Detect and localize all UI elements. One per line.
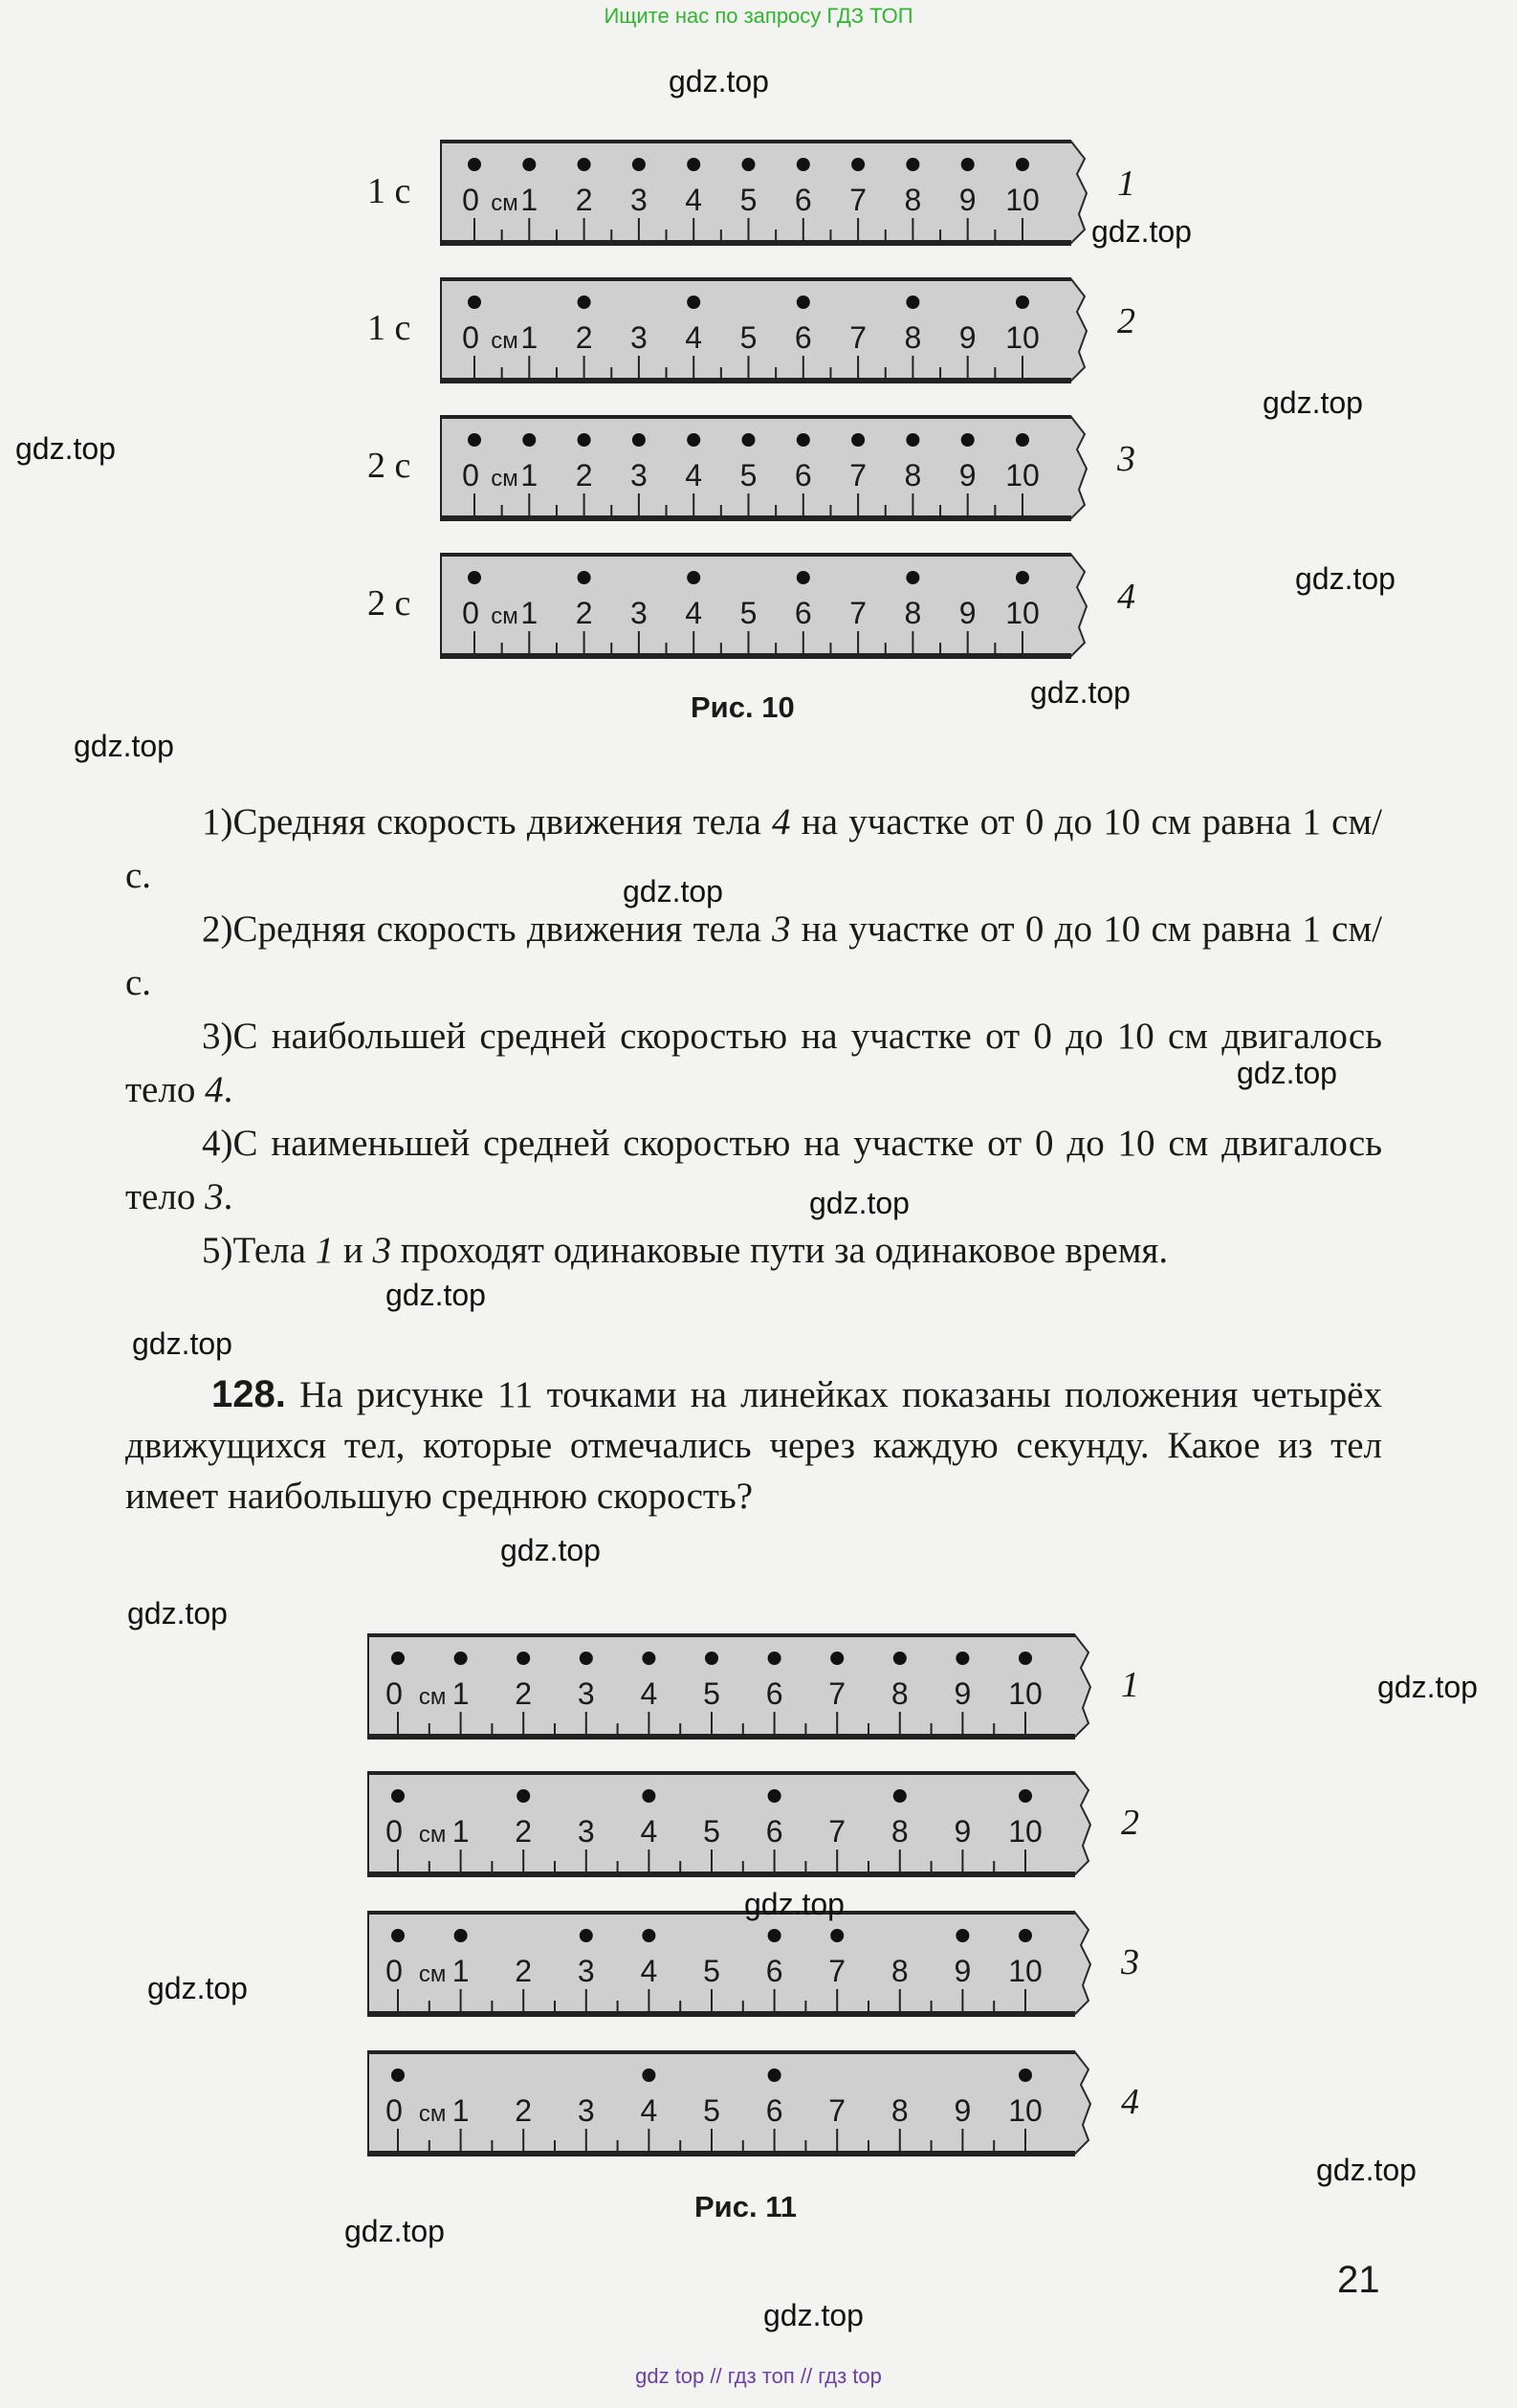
scale-label: 9 [954,1814,972,1849]
unit-label: см [491,603,518,629]
scale-label: 3 [577,2093,595,2128]
position-dot [578,158,591,171]
scale-label: 3 [630,458,648,493]
scale-label: 5 [739,320,758,355]
scale-label: 10 [1008,1814,1043,1849]
watermark: gdz.top [132,1326,232,1361]
scale-label: 6 [794,458,812,493]
position-dot [705,1652,718,1665]
scale-label: 4 [685,458,703,493]
position-dot [797,158,810,171]
scale-label: 10 [1008,1954,1043,1988]
scale-label: 9 [954,1954,972,1988]
scale-label: 4 [640,2093,658,2128]
unit-label: см [418,1684,447,1710]
position-dot [1019,1789,1032,1803]
scale-label: 0 [385,2093,403,2128]
scale-label: 1 [520,320,539,355]
scale-label: 10 [1005,320,1040,355]
scale-label: 7 [828,2093,846,2128]
scale-label: 3 [577,1814,595,1849]
watermark: gdz.top [763,2298,864,2332]
watermark: gdz.top [1091,214,1192,249]
position-dot [1019,1929,1032,1942]
position-dot [1016,296,1029,309]
ruler-number: 2 [1117,301,1135,341]
position-dot [768,1929,781,1942]
scale-label: 9 [954,2093,972,2128]
scale-label: 7 [849,320,867,355]
ruler-number: 1 [1121,1665,1139,1705]
position-dot [687,433,700,447]
position-dot [391,1652,405,1665]
scale-label: 6 [794,596,812,630]
position-dot [454,1652,468,1665]
ruler-1 [440,138,1100,249]
scale-label: 7 [849,596,867,630]
statement-list [125,796,1382,1278]
scale-label: 8 [890,1676,909,1711]
watermark: gdz.top [1377,1670,1478,1704]
watermark: gdz.top [809,1186,910,1220]
scale-label: 0 [385,1954,403,1988]
scale-label: 4 [685,320,703,355]
scale-label: 1 [451,1676,470,1711]
position-dot [851,433,865,447]
scale-label: 5 [703,1814,720,1849]
position-dot [906,296,919,309]
position-dot [768,2069,781,2082]
scale-label: 5 [739,458,758,493]
position-dot [797,296,810,309]
scale-label: 3 [630,320,648,355]
position-dot [830,1929,844,1942]
position-dot [956,1652,969,1665]
position-dot [391,1929,405,1942]
position-dot [1016,571,1029,584]
scale-label: 2 [515,1676,533,1711]
scale-label: 1 [520,596,539,630]
scale-label: 3 [577,1954,595,1988]
watermark: gdz.top [1237,1056,1337,1090]
watermark: gdz.top [744,1887,845,1921]
scale-label: 2 [575,458,593,493]
position-dot [851,158,865,171]
position-dot [893,1652,907,1665]
position-dot [1016,433,1029,447]
scale-label: 3 [577,1676,595,1711]
position-dot [642,1789,655,1803]
ruler-body [367,1773,1090,1874]
watermark: gdz.top [127,1596,228,1631]
scale-label: 9 [958,458,977,493]
position-dot [1019,1652,1032,1665]
position-dot [580,1929,593,1942]
statement: 2)Средняя скорость движения тела 3 на участке от 0 до 10 см равна 1 см/с. [125,908,1383,1003]
scale-label: 4 [640,1814,658,1849]
ruler-4 [367,2048,1104,2159]
position-dot [906,158,919,171]
position-dot [906,433,919,447]
scale-label: 0 [462,183,479,217]
scale-label: 5 [703,1676,720,1711]
time-interval-label: 2 с [367,583,411,624]
position-dot [454,1929,468,1942]
scale-label: 7 [849,458,867,493]
problem-128 [125,1369,1382,1521]
scale-label: 1 [520,458,539,493]
position-dot [632,433,646,447]
scale-label: 6 [794,183,812,217]
watermark: gdz.top [1030,675,1131,710]
time-interval-label: 1 с [367,171,411,211]
scale-label: 10 [1005,183,1040,217]
position-dot [632,158,646,171]
scale-label: 6 [765,2093,783,2128]
scale-label: 8 [904,183,922,217]
unit-label: см [418,1822,447,1848]
position-dot [642,1652,655,1665]
position-dot [517,1789,530,1803]
ruler-3 [367,1909,1104,2020]
page-number: 21 [1337,2259,1380,2301]
position-dot [468,571,481,584]
position-dot [1019,2069,1032,2082]
scale-label: 10 [1005,458,1040,493]
time-interval-label: 2 с [367,446,411,486]
statement: 5)Тела 1 и 3 проходят одинаковые пути за одинаковое время. [202,1230,1169,1271]
site-banner: Ищите нас по запросу ГДЗ ТОП [604,4,913,28]
scale-label: 6 [765,1814,783,1849]
figure-caption: Рис. 10 [691,690,795,724]
scale-label: 8 [890,2093,909,2128]
scale-label: 5 [703,1954,720,1988]
watermark: gdz.top [500,1533,601,1567]
scale-label: 1 [451,1954,470,1988]
ruler-4 [440,551,1100,662]
ruler-body [367,2052,1090,2154]
position-dot [642,2069,655,2082]
scale-label: 7 [849,183,867,217]
site-footer: gdz top // гдз топ // гдз top [635,2364,882,2388]
position-dot [906,571,919,584]
watermark: gdz.top [669,64,769,99]
scale-label: 5 [739,183,758,217]
scale-label: 2 [515,1814,533,1849]
ruler-2 [367,1769,1104,1880]
position-dot [961,433,975,447]
ruler-body [367,1635,1090,1737]
position-dot [768,1652,781,1665]
scale-label: 10 [1008,2093,1043,2128]
position-dot [961,158,975,171]
scale-label: 4 [640,1676,658,1711]
scale-label: 4 [640,1954,658,1988]
scale-label: 2 [515,1954,533,1988]
scale-label: 3 [630,596,648,630]
scale-label: 8 [904,458,922,493]
unit-label: см [491,190,518,216]
scale-label: 6 [765,1954,783,1988]
position-dot [578,433,591,447]
scale-label: 1 [520,183,539,217]
scale-label: 1 [451,2093,470,2128]
scale-label: 2 [575,596,593,630]
ruler-number: 3 [1117,439,1135,479]
figure-caption: Рис. 11 [694,2190,797,2223]
ruler-body [367,1913,1090,2014]
scale-label: 5 [703,2093,720,2128]
position-dot [468,433,481,447]
scale-label: 10 [1005,596,1040,630]
scale-label: 8 [890,1954,909,1988]
scale-label: 9 [958,320,977,355]
position-dot [642,1929,655,1942]
position-dot [517,1652,530,1665]
statement: 4)С наименьшей средней скоростью на участке от 0 до 10 см двигалось тело 3. [125,1123,1382,1217]
position-dot [1016,158,1029,171]
scale-label: 9 [958,183,977,217]
position-dot [522,433,536,447]
watermark: gdz.top [1295,561,1396,596]
position-dot [687,158,700,171]
unit-label: см [418,1961,447,1987]
watermark: gdz.top [15,431,116,466]
unit-label: см [491,328,518,354]
unit-label: см [418,2101,447,2127]
scale-label: 8 [904,320,922,355]
scale-label: 4 [685,183,703,217]
scale-label: 7 [828,1814,846,1849]
ruler-3 [440,413,1100,524]
position-dot [768,1789,781,1803]
ruler-1 [367,1631,1104,1742]
scale-label: 0 [462,596,479,630]
position-dot [797,571,810,584]
statement: 1)Средняя скорость движения тела 4 на участке от 0 до 10 см равна 1 см/с. [125,801,1383,896]
scale-label: 0 [462,320,479,355]
position-dot [522,158,536,171]
scale-label: 2 [515,2093,533,2128]
ruler-number: 3 [1121,1942,1139,1982]
ruler-number: 4 [1121,2082,1139,2122]
scale-label: 6 [794,320,812,355]
position-dot [687,571,700,584]
problem-number: 128. [211,1373,286,1415]
scale-label: 0 [385,1676,403,1711]
scale-label: 6 [765,1676,783,1711]
position-dot [830,1652,844,1665]
watermark: gdz.top [623,874,723,908]
scale-label: 2 [575,320,593,355]
problem-text: На рисунке 11 точками на линейках показаны положения четырёх движущихся тел, которые отмечались через каждую секунду. Какое из тел имеет наибольшую среднюю скорость? [125,1374,1382,1517]
scale-label: 7 [828,1676,846,1711]
watermark: gdz.top [1316,2153,1417,2187]
scale-label: 0 [462,458,479,493]
unit-label: см [491,466,518,492]
position-dot [893,1789,907,1803]
position-dot [687,296,700,309]
watermark: gdz.top [74,729,174,763]
position-dot [578,571,591,584]
scale-label: 9 [954,1676,972,1711]
position-dot [742,158,756,171]
position-dot [956,1929,969,1942]
scale-label: 8 [890,1814,909,1849]
scale-label: 8 [904,596,922,630]
watermark: gdz.top [1263,385,1363,420]
position-dot [468,158,481,171]
position-dot [391,1789,405,1803]
ruler-number: 1 [1117,164,1135,204]
position-dot [797,433,810,447]
position-dot [468,296,481,309]
scale-label: 9 [958,596,977,630]
scale-label: 7 [828,1954,846,1988]
position-dot [742,433,756,447]
position-dot [391,2069,405,2082]
scale-label: 5 [739,596,758,630]
scale-label: 2 [575,183,593,217]
position-dot [580,1652,593,1665]
watermark: gdz.top [344,2214,445,2248]
time-interval-label: 1 с [367,308,411,348]
position-dot [578,296,591,309]
ruler-2 [440,275,1100,386]
scale-label: 3 [630,183,648,217]
scale-label: 10 [1008,1676,1043,1711]
ruler-number: 2 [1121,1803,1139,1843]
scale-label: 0 [385,1814,403,1849]
statement: 3)С наибольшей средней скоростью на участке от 0 до 10 см двигалось тело 4. [125,1016,1382,1110]
scale-label: 1 [451,1814,470,1849]
watermark: gdz.top [385,1278,486,1312]
ruler-number: 4 [1117,577,1135,617]
watermark: gdz.top [147,1971,248,2005]
scale-label: 4 [685,596,703,630]
